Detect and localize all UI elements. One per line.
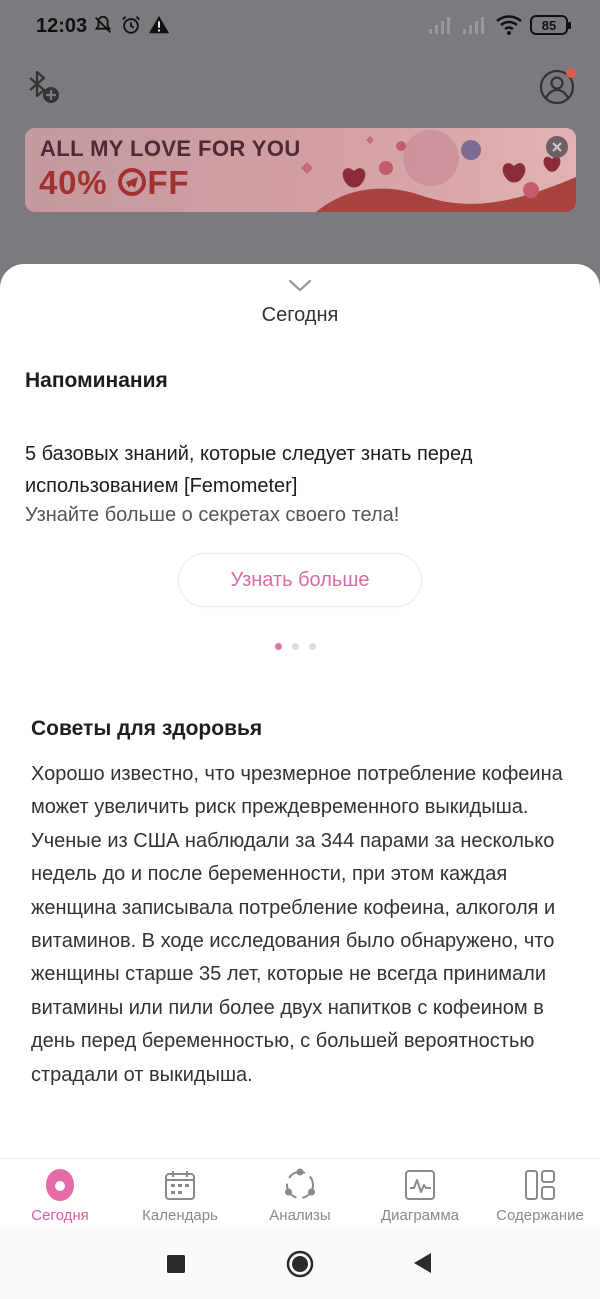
warning-icon <box>148 14 170 36</box>
status-right-icons <box>428 14 568 36</box>
tab-analysis[interactable] <box>240 1159 360 1228</box>
today-sheet <box>0 264 600 1299</box>
banner-flowers-art <box>296 128 576 212</box>
signal-icon <box>428 15 454 35</box>
reminders-heading: Напоминания <box>25 369 168 392</box>
home-button[interactable] <box>286 1250 314 1283</box>
alarm-icon <box>120 14 142 36</box>
health-tips-text: Хорошо известно, что чрезмерное потребление кофеина может увеличить риск преждевременного выкидыша. Ученые из США наблюдали за 344 парами за несколько недель до и после беременности, при этом каждая женщина записывала потребление кофеина, алкоголя и витаминов. В ходе исследования было обнаружено, что женщины старше 35 лет, которые не всегда принимали витамины или пили более двух напитков с кофеином в день перед беременностью, с большей вероятностью страдали от выкидыша. <box>31 763 563 1086</box>
content-icon <box>523 1167 557 1203</box>
account-button[interactable] <box>538 68 576 111</box>
tab-content[interactable] <box>480 1159 600 1228</box>
tab-chart-label: Диаграмма <box>380 1207 459 1224</box>
silent-notification-icon <box>92 14 114 36</box>
today-icon <box>43 1167 77 1203</box>
banner-offer-prefix: 40% <box>39 164 118 201</box>
analysis-icon <box>282 1167 318 1203</box>
wifi-icon <box>496 14 522 36</box>
chart-icon <box>403 1167 437 1203</box>
tab-today[interactable] <box>0 1159 120 1228</box>
banner-offer-suffix: FF <box>147 164 190 201</box>
bluetooth-add-button[interactable] <box>24 68 62 111</box>
pager-dot-active <box>275 643 282 650</box>
banner-offer <box>39 164 189 202</box>
pager-dot <box>309 643 316 650</box>
banner-title: ALL MY LOVE FOR YOU <box>40 136 301 161</box>
battery-icon: 85 <box>530 15 568 35</box>
app-header <box>0 54 600 124</box>
recents-icon <box>166 1254 186 1274</box>
health-tips-heading: Советы для здоровья <box>31 717 263 740</box>
tab-today-label: Сегодня <box>31 1207 89 1224</box>
status-left-icons <box>92 14 170 36</box>
back-icon <box>412 1252 432 1274</box>
reminders-pager <box>275 643 316 650</box>
signal-icon <box>462 15 488 35</box>
tab-chart[interactable] <box>360 1159 480 1228</box>
status-bar <box>0 0 600 54</box>
home-icon <box>286 1250 314 1278</box>
system-navigation-bar <box>0 1228 600 1299</box>
tab-calendar-label: Календарь <box>142 1207 218 1224</box>
pager-dot <box>292 643 299 650</box>
back-button[interactable] <box>412 1252 432 1279</box>
reminder-title[interactable]: 5 базовых знаний, которые следует знать перед использованием [Femometer] <box>25 443 473 497</box>
promo-banner[interactable] <box>25 128 576 212</box>
notification-dot <box>566 68 576 78</box>
tab-calendar[interactable] <box>120 1159 240 1228</box>
bottom-navigation <box>0 1158 600 1228</box>
close-icon <box>551 141 563 153</box>
sheet-title: Сегодня <box>261 304 339 326</box>
tab-analysis-label: Анализы <box>269 1207 331 1224</box>
status-time: 12:03 <box>36 15 88 37</box>
recents-button[interactable] <box>166 1254 186 1279</box>
telegram-o-icon <box>117 167 147 197</box>
calendar-icon <box>163 1167 197 1203</box>
reminder-subtitle: Узнайте больше о секретах своего тела! <box>25 504 400 526</box>
learn-more-button[interactable]: Узнать больше <box>178 553 422 607</box>
chevron-down-icon <box>286 278 314 294</box>
banner-close-button[interactable] <box>546 136 568 158</box>
collapse-sheet-button[interactable] <box>286 278 314 299</box>
tab-content-label: Содержание <box>496 1207 584 1224</box>
bluetooth-add-icon <box>24 68 62 106</box>
